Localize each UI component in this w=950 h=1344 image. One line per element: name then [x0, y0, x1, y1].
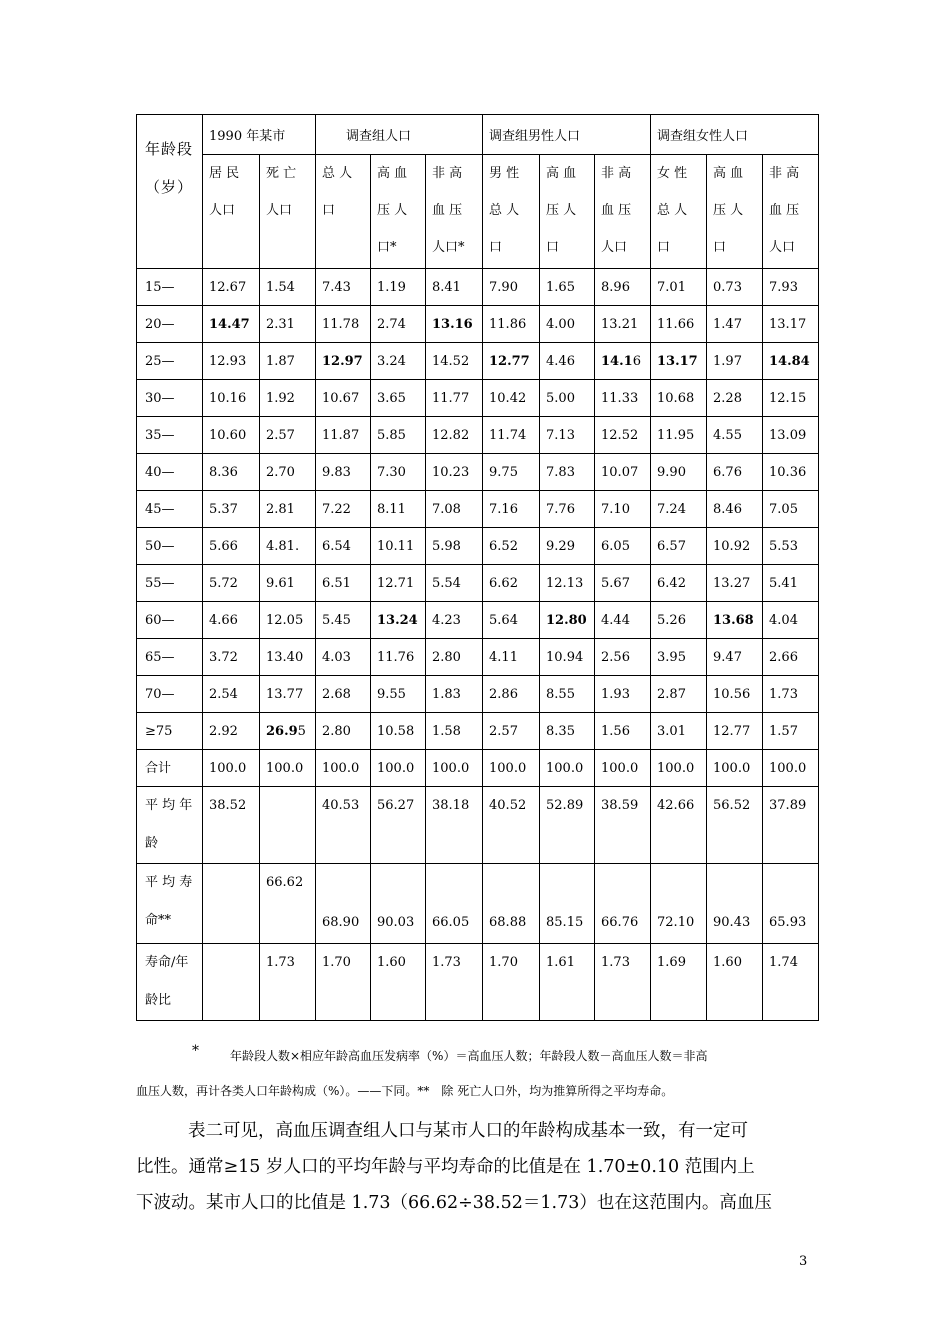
table-cell: 4.11 — [483, 639, 540, 676]
page-number: 3 — [799, 1254, 808, 1269]
table-cell: 7.05 — [763, 491, 819, 528]
row-label: 25— — [137, 343, 203, 380]
table-cell: 11.33 — [595, 380, 651, 417]
table-cell: 9.75 — [483, 454, 540, 491]
table-cell: 38.59 — [595, 787, 651, 864]
table-cell: 56.52 — [707, 787, 763, 864]
table-cell: 9.61 — [260, 565, 316, 602]
table-cell: 4.46 — [540, 343, 595, 380]
row-label: 45— — [137, 491, 203, 528]
table-cell: 2.66 — [763, 639, 819, 676]
table-cell: 100.0 — [540, 750, 595, 787]
table-cell: 1.57 — [763, 713, 819, 750]
table-cell: 7.08 — [426, 491, 483, 528]
table-cell: 1.87 — [260, 343, 316, 380]
table-cell: 4.00 — [540, 306, 595, 343]
row-label — [137, 944, 203, 1021]
table-cell: 13.40 — [260, 639, 316, 676]
table-cell: 1.93 — [595, 676, 651, 713]
group-header-male: 调查组男性人口 — [483, 115, 651, 155]
table-cell: 10.94 — [540, 639, 595, 676]
table-cell: 4.03 — [316, 639, 371, 676]
table-cell: 5.98 — [426, 528, 483, 565]
row-label: 60— — [137, 602, 203, 639]
table-cell: 7.83 — [540, 454, 595, 491]
table-row — [137, 713, 819, 750]
table-cell: 5.64 — [483, 602, 540, 639]
row-label — [137, 864, 203, 944]
table-cell: 100.0 — [426, 750, 483, 787]
table-cell: 8.96 — [595, 269, 651, 306]
table-cell: 12.82 — [426, 417, 483, 454]
table-cell: 90.43 — [707, 864, 763, 944]
table-cell: 2.70 — [260, 454, 316, 491]
table-cell: 66.76 — [595, 864, 651, 944]
sub-header: 男 性 总 人 口 — [483, 155, 540, 269]
table-cell: 13.21 — [595, 306, 651, 343]
table-cell: 2.31 — [260, 306, 316, 343]
table-cell: 100.0 — [707, 750, 763, 787]
table-cell — [260, 787, 316, 864]
table-cell: 2.54 — [203, 676, 260, 713]
table-cell: 37.89 — [763, 787, 819, 864]
group-header-female: 调查组女性人口 — [651, 115, 819, 155]
table-cell: 6.76 — [707, 454, 763, 491]
table-row — [137, 750, 819, 787]
table-cell: 1.73 — [763, 676, 819, 713]
table-cell: 3.24 — [371, 343, 426, 380]
table-cell — [203, 944, 260, 1021]
table-row — [137, 565, 819, 602]
sub-header: 高 血 压 人 口 — [707, 155, 763, 269]
table-cell: 100.0 — [260, 750, 316, 787]
table-cell: 2.57 — [483, 713, 540, 750]
table-cell: 1.69 — [651, 944, 707, 1021]
table-row — [137, 528, 819, 565]
plain-part: 6 — [632, 354, 641, 369]
footnote-line-2: 血压人数，再计各类人口年龄构成（%）。——下同。** 除 死亡人口外，均为推算所得之平均寿命。 — [136, 1084, 674, 1098]
table-cell: 1.73 — [426, 944, 483, 1021]
table-cell: 100.0 — [371, 750, 426, 787]
table-cell: 2.28 — [707, 380, 763, 417]
table-cell: 9.47 — [707, 639, 763, 676]
table-cell: 7.13 — [540, 417, 595, 454]
table-cell: 12.52 — [595, 417, 651, 454]
table-cell: 7.16 — [483, 491, 540, 528]
table-cell: 2.80 — [426, 639, 483, 676]
table-cell: 4.04 — [763, 602, 819, 639]
table-cell: 5.00 — [540, 380, 595, 417]
table-cell: 1.54 — [260, 269, 316, 306]
table-cell: 1.70 — [483, 944, 540, 1021]
table-row — [137, 269, 819, 306]
table-cell: 9.83 — [316, 454, 371, 491]
row-label: 70— — [137, 676, 203, 713]
sub-header: 非 高 血 压 人口 — [763, 155, 819, 269]
table-cell: 8.35 — [540, 713, 595, 750]
footnote-star: * — [192, 1043, 199, 1059]
table-cell: 8.36 — [203, 454, 260, 491]
sub-header: 女 性 总 人 口 — [651, 155, 707, 269]
table-cell: 5.53 — [763, 528, 819, 565]
table-cell: 12.77 — [707, 713, 763, 750]
table-cell: 66.05 — [426, 864, 483, 944]
sub-header: 总 人 口 — [316, 155, 371, 269]
table-cell: 12.15 — [763, 380, 819, 417]
age-structure-table — [136, 114, 819, 1021]
table-cell: 0.73 — [707, 269, 763, 306]
table-cell: 1.47 — [707, 306, 763, 343]
table-cell: 5.41 — [763, 565, 819, 602]
table-cell: 12.97 — [316, 343, 371, 380]
table-cell: 7.90 — [483, 269, 540, 306]
table-cell: 5.66 — [203, 528, 260, 565]
row-label: 15— — [137, 269, 203, 306]
table-cell: 9.29 — [540, 528, 595, 565]
group-header-survey: 调查组人口 — [316, 115, 483, 155]
row-label: 20— — [137, 306, 203, 343]
sub-header: 高 血 压 人 口* — [371, 155, 426, 269]
sub-header: 居 民 人口 — [203, 155, 260, 269]
table-cell: 100.0 — [651, 750, 707, 787]
table-cell: 1.83 — [426, 676, 483, 713]
table-cell: 13.24 — [371, 602, 426, 639]
table-cell: 13.17 — [651, 343, 707, 380]
table-cell: 100.0 — [316, 750, 371, 787]
table-cell — [595, 343, 651, 380]
row-label: 35— — [137, 417, 203, 454]
table-cell: 6.62 — [483, 565, 540, 602]
table-cell: 10.07 — [595, 454, 651, 491]
table-cell: 12.77 — [483, 343, 540, 380]
body-paragraph-line: 表二可见，高血压调查组人口与某市人口的年龄构成基本一致，有一定可 — [188, 1121, 748, 1141]
table-cell: 10.60 — [203, 417, 260, 454]
sub-header: 死 亡 人口 — [260, 155, 316, 269]
table-cell: 4.66 — [203, 602, 260, 639]
body-paragraph-line: 下波动。某市人口的比值是 1.73（66.62÷38.52＝1.73）也在这范围内。高血压 — [136, 1193, 772, 1213]
table-cell: 13.17 — [763, 306, 819, 343]
body-paragraph-line: 比性。通常≥15 岁人口的平均年龄与平均寿命的比值是在 1.70±0.10 范围内上 — [136, 1157, 755, 1177]
table-cell: 4.81. — [260, 528, 316, 565]
table-cell: 2.57 — [260, 417, 316, 454]
table-cell: 1.74 — [763, 944, 819, 1021]
table-cell: 1.73 — [595, 944, 651, 1021]
sub-header: 非 高 血 压 人口* — [426, 155, 483, 269]
table-row — [137, 343, 819, 380]
table-cell: 4.23 — [426, 602, 483, 639]
row-label-text: 平 均 年 龄 — [145, 798, 193, 851]
table-cell: 7.01 — [651, 269, 707, 306]
table-cell: 10.23 — [426, 454, 483, 491]
table-cell: 100.0 — [595, 750, 651, 787]
table-cell: 5.85 — [371, 417, 426, 454]
table-cell: 4.44 — [595, 602, 651, 639]
table-cell: 11.87 — [316, 417, 371, 454]
table-cell: 3.65 — [371, 380, 426, 417]
table-cell: 1.19 — [371, 269, 426, 306]
table-cell: 2.86 — [483, 676, 540, 713]
table-cell: 12.71 — [371, 565, 426, 602]
table-cell: 2.56 — [595, 639, 651, 676]
table-cell: 5.37 — [203, 491, 260, 528]
table-cell: 13.09 — [763, 417, 819, 454]
table-cell — [203, 864, 260, 944]
table-cell: 12.05 — [260, 602, 316, 639]
table-cell: 11.86 — [483, 306, 540, 343]
table-cell: 9.90 — [651, 454, 707, 491]
table-row — [137, 454, 819, 491]
table-cell: 2.87 — [651, 676, 707, 713]
plain-part: 5 — [297, 724, 306, 739]
row-label — [137, 787, 203, 864]
table-cell: 1.92 — [260, 380, 316, 417]
table-row — [137, 602, 819, 639]
table-cell: 68.88 — [483, 864, 540, 944]
table-cell: 11.77 — [426, 380, 483, 417]
table-cell: 1.58 — [426, 713, 483, 750]
table-cell: 1.65 — [540, 269, 595, 306]
sub-header: 高 血 压 人 口 — [540, 155, 595, 269]
table-cell: 10.16 — [203, 380, 260, 417]
table-cell — [260, 713, 316, 750]
table-cell: 38.18 — [426, 787, 483, 864]
table-cell: 8.46 — [707, 491, 763, 528]
table-cell: 10.42 — [483, 380, 540, 417]
row-label: 合计 — [137, 750, 203, 787]
table-cell: 13.68 — [707, 602, 763, 639]
table-cell: 12.67 — [203, 269, 260, 306]
table-cell: 42.66 — [651, 787, 707, 864]
table-cell: 6.57 — [651, 528, 707, 565]
table-cell: 10.92 — [707, 528, 763, 565]
table-cell: 10.67 — [316, 380, 371, 417]
table-cell: 1.97 — [707, 343, 763, 380]
row-label: 65— — [137, 639, 203, 676]
table-cell: 12.13 — [540, 565, 595, 602]
footnote-line-1: 年龄段人数×相应年龄高血压发病率（%）＝高血压人数；年龄段人数－高血压人数＝非高 — [230, 1049, 708, 1063]
group-header-city: 1990 年某市 — [203, 115, 316, 155]
table-cell: 7.76 — [540, 491, 595, 528]
table-cell: 3.95 — [651, 639, 707, 676]
table-cell: 6.51 — [316, 565, 371, 602]
table-cell: 2.80 — [316, 713, 371, 750]
table-cell: 14.52 — [426, 343, 483, 380]
table-row — [137, 491, 819, 528]
table-cell: 100.0 — [763, 750, 819, 787]
table-cell: 10.68 — [651, 380, 707, 417]
table-cell: 8.55 — [540, 676, 595, 713]
header-row-subcolumns — [137, 155, 819, 269]
table-cell: 3.01 — [651, 713, 707, 750]
table-cell: 7.43 — [316, 269, 371, 306]
table-cell: 4.55 — [707, 417, 763, 454]
table-cell: 7.22 — [316, 491, 371, 528]
table-cell: 5.45 — [316, 602, 371, 639]
bold-part: 26.9 — [266, 724, 298, 739]
age-group-header: 年龄段（岁） — [137, 115, 203, 269]
table-cell: 56.27 — [371, 787, 426, 864]
table-cell: 14.84 — [763, 343, 819, 380]
table-cell: 10.36 — [763, 454, 819, 491]
table-cell: 1.70 — [316, 944, 371, 1021]
table-cell: 5.72 — [203, 565, 260, 602]
table-cell: 52.89 — [540, 787, 595, 864]
row-label: 55— — [137, 565, 203, 602]
table-cell: 13.16 — [426, 306, 483, 343]
row-label: 30— — [137, 380, 203, 417]
table-cell: 85.15 — [540, 864, 595, 944]
table-cell: 2.74 — [371, 306, 426, 343]
table-row — [137, 676, 819, 713]
table-cell: 40.53 — [316, 787, 371, 864]
table-cell: 2.92 — [203, 713, 260, 750]
table-row-ratio — [137, 944, 819, 1021]
table-row — [137, 306, 819, 343]
table-cell: 65.93 — [763, 864, 819, 944]
table-row — [137, 639, 819, 676]
table-cell: 1.60 — [707, 944, 763, 1021]
row-label: 40— — [137, 454, 203, 491]
table-cell: 1.73 — [260, 944, 316, 1021]
table-cell: 2.81 — [260, 491, 316, 528]
table-cell: 7.24 — [651, 491, 707, 528]
row-label-text: 平 均 寿 命** — [145, 875, 193, 928]
sub-header: 非 高 血 压 人口 — [595, 155, 651, 269]
table-cell: 14.47 — [203, 306, 260, 343]
table-cell: 40.52 — [483, 787, 540, 864]
table-cell: 12.80 — [540, 602, 595, 639]
table-cell: 9.55 — [371, 676, 426, 713]
table-cell: 11.74 — [483, 417, 540, 454]
table-cell: 7.93 — [763, 269, 819, 306]
table-row-average-life — [137, 864, 819, 944]
table-cell: 11.76 — [371, 639, 426, 676]
table-cell: 1.60 — [371, 944, 426, 1021]
table-cell: 7.30 — [371, 454, 426, 491]
table-cell: 6.52 — [483, 528, 540, 565]
bold-part: 14.1 — [601, 354, 633, 369]
table-cell: 11.78 — [316, 306, 371, 343]
table-cell: 5.54 — [426, 565, 483, 602]
table-cell: 6.42 — [651, 565, 707, 602]
table-cell: 8.41 — [426, 269, 483, 306]
table-row — [137, 380, 819, 417]
table-cell: 72.10 — [651, 864, 707, 944]
row-label: 50— — [137, 528, 203, 565]
table-cell: 2.68 — [316, 676, 371, 713]
table-cell: 90.03 — [371, 864, 426, 944]
table-cell: 1.61 — [540, 944, 595, 1021]
table-cell: 13.77 — [260, 676, 316, 713]
table-cell: 12.93 — [203, 343, 260, 380]
header-row-groups — [137, 115, 819, 155]
table-cell: 10.58 — [371, 713, 426, 750]
table-cell: 10.56 — [707, 676, 763, 713]
table-cell: 66.62 — [260, 864, 316, 944]
table-cell: 1.56 — [595, 713, 651, 750]
row-label-text: 寿命/年 龄比 — [145, 955, 189, 1008]
table-cell: 100.0 — [483, 750, 540, 787]
table-cell: 7.10 — [595, 491, 651, 528]
table-cell: 5.26 — [651, 602, 707, 639]
table-cell: 13.27 — [707, 565, 763, 602]
table-cell: 100.0 — [203, 750, 260, 787]
table-row — [137, 417, 819, 454]
table-row-average-age — [137, 787, 819, 864]
table-cell: 3.72 — [203, 639, 260, 676]
table-cell: 8.11 — [371, 491, 426, 528]
table-cell: 11.95 — [651, 417, 707, 454]
table-cell: 11.66 — [651, 306, 707, 343]
table-cell: 68.90 — [316, 864, 371, 944]
row-label: ≥75 — [137, 713, 203, 750]
table-cell: 5.67 — [595, 565, 651, 602]
table-cell: 38.52 — [203, 787, 260, 864]
table-cell: 6.05 — [595, 528, 651, 565]
table-cell: 10.11 — [371, 528, 426, 565]
table-cell: 6.54 — [316, 528, 371, 565]
